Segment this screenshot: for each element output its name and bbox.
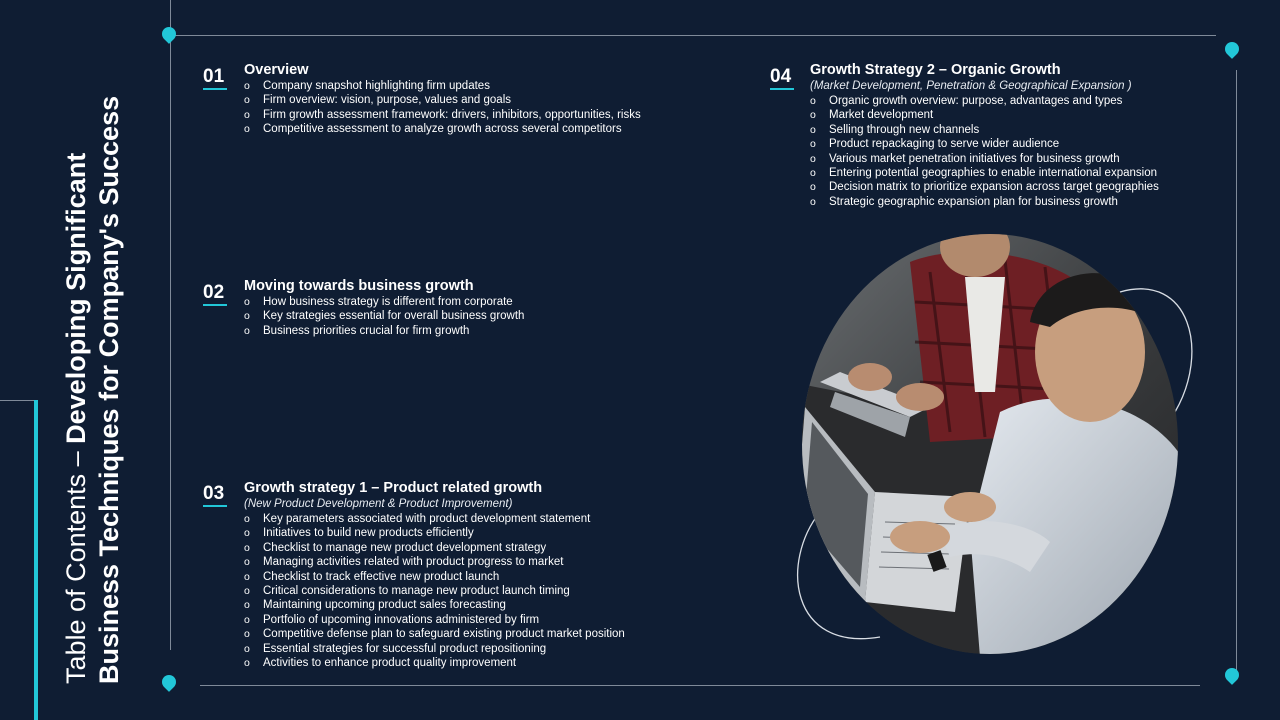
drop-decoration-top-right [1222, 39, 1242, 59]
section-subtitle: (Market Development, Penetration & Geographical Expansion ) [810, 80, 1132, 92]
list-item[interactable]: o Portfolio of upcoming innovations administered by firm [244, 613, 625, 627]
section-title: Overview [244, 62, 309, 78]
section-underline-03 [203, 505, 227, 507]
section-subtitle: (New Product Development & Product Improvement) [244, 498, 513, 510]
section-title: Growth strategy 1 – Product related growth [244, 480, 543, 496]
list-item[interactable]: o Key strategies essential for overall business growth [244, 309, 524, 323]
section-items [244, 512, 625, 670]
list-item[interactable]: o Market development [810, 108, 1159, 122]
section-number-03: 03 [203, 483, 225, 504]
list-item[interactable]: o Activities to enhance product quality improvement [244, 656, 625, 670]
list-item[interactable]: o Key parameters associated with product development statement [244, 512, 625, 526]
drop-decoration-bottom-left [159, 672, 179, 692]
list-item[interactable]: o Business priorities crucial for firm growth [244, 324, 524, 338]
list-item[interactable]: o Organic growth overview: purpose, advantages and types [810, 94, 1159, 108]
section-number-04: 04 [770, 66, 792, 87]
list-item[interactable]: o Company snapshot highlighting firm updates [244, 79, 641, 93]
photo-two-people-laptops-icon [790, 232, 1200, 657]
title-prefix: Table of Contents – [61, 443, 91, 684]
section-items [244, 79, 641, 137]
list-item[interactable]: o Essential strategies for successful product repositioning [244, 642, 625, 656]
drop-decoration-top-left [159, 24, 179, 44]
list-item[interactable]: o Strategic geographic expansion plan for business growth [810, 195, 1159, 209]
list-item[interactable]: o Product repackaging to serve wider audience [810, 137, 1159, 151]
section-items [244, 295, 524, 338]
section-underline-01 [203, 88, 227, 90]
top-frame-line [170, 35, 1216, 36]
title-main-line2: Business Techniques for Company's Success [94, 95, 124, 684]
list-item[interactable]: o Managing activities related with product progress to market [244, 555, 625, 569]
list-item[interactable]: o Firm growth assessment framework: drivers, inhibitors, opportunities, risks [244, 108, 641, 122]
section-title: Growth Strategy 2 – Organic Growth [810, 62, 1061, 78]
list-item[interactable]: o Competitive defense plan to safeguard existing product market position [244, 627, 625, 641]
section-underline-02 [203, 304, 227, 306]
section-items [810, 94, 1159, 209]
list-item[interactable]: o Selling through new channels [810, 123, 1159, 137]
list-item[interactable]: o Checklist to track effective new product launch [244, 570, 625, 584]
section-overview [244, 62, 641, 137]
section-business-growth [244, 278, 524, 338]
list-item[interactable]: o Entering potential geographies to enable international expansion [810, 166, 1159, 180]
list-item[interactable]: o Checklist to manage new product development strategy [244, 541, 625, 555]
list-item[interactable]: o Competitive assessment to analyze growth across several competitors [244, 122, 641, 136]
section-number-01: 01 [203, 66, 225, 87]
section-product-growth [244, 480, 625, 670]
left-frame-line [170, 0, 171, 650]
list-item[interactable]: o Maintaining upcoming product sales forecasting [244, 598, 625, 612]
section-title: Moving towards business growth [244, 278, 474, 294]
drop-decoration-bottom-right [1222, 665, 1242, 685]
list-item[interactable]: o Various market penetration initiatives for business growth [810, 152, 1159, 166]
left-accent-bar [34, 400, 38, 720]
title-main-line1: Developing Significant [61, 152, 91, 444]
section-number-02: 02 [203, 282, 225, 303]
list-item[interactable]: o Firm overview: vision, purpose, values and goals [244, 93, 641, 107]
section-organic-growth [810, 62, 1159, 209]
list-item[interactable]: o How business strategy is different from corporate [244, 295, 524, 309]
list-item[interactable]: o Critical considerations to manage new product launch timing [244, 584, 625, 598]
bottom-frame-line [200, 685, 1200, 686]
left-tab-line-top [0, 400, 36, 401]
list-item[interactable]: o Decision matrix to prioritize expansion across target geographies [810, 180, 1159, 194]
page-title [60, 44, 126, 684]
section-underline-04 [770, 88, 794, 90]
right-frame-line [1236, 70, 1237, 670]
list-item[interactable]: o Initiatives to build new products efficiently [244, 526, 625, 540]
